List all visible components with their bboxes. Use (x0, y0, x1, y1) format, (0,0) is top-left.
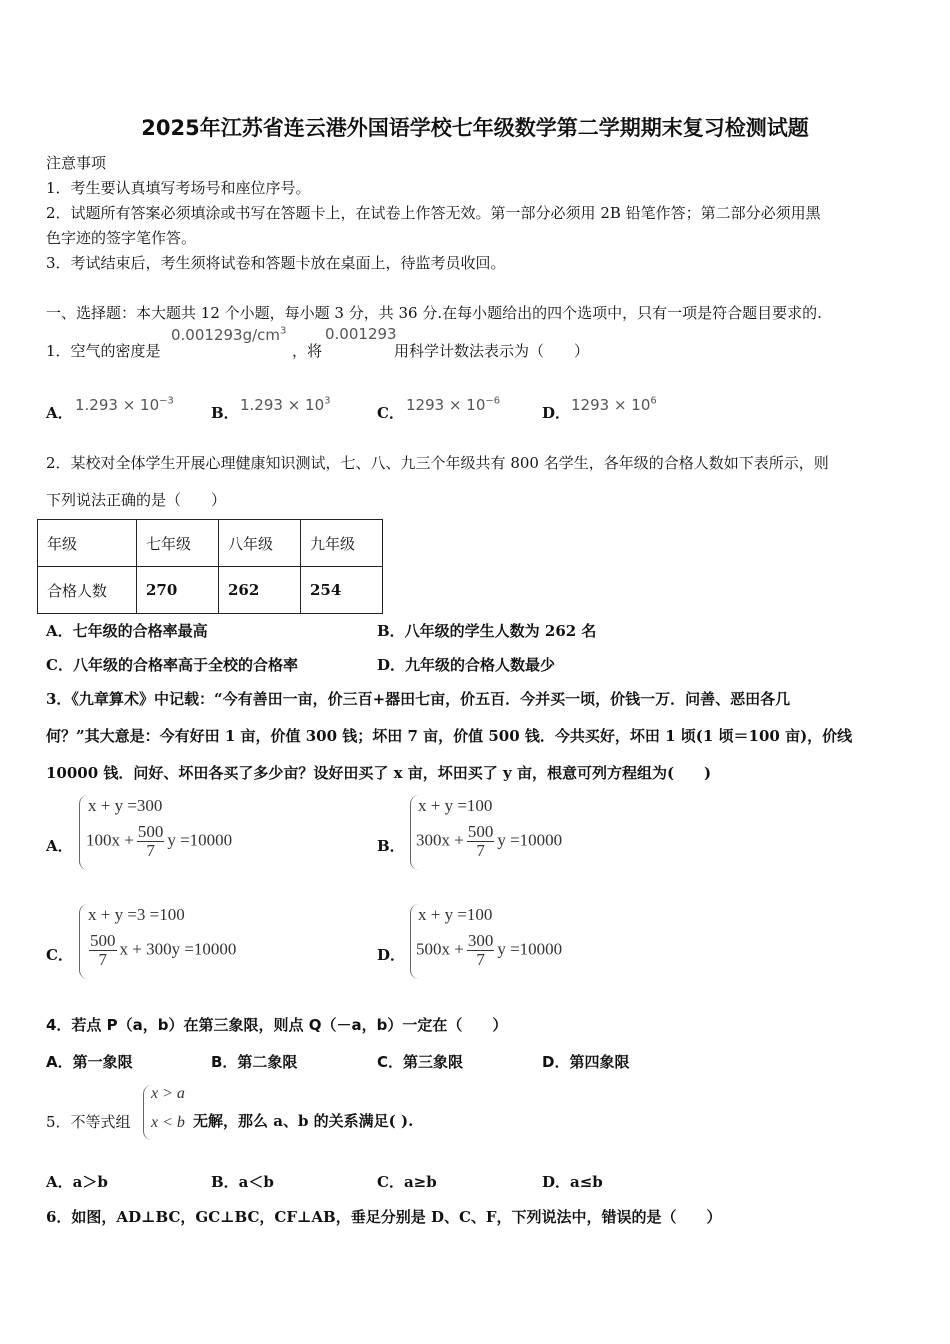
q3-option-d-eq2[interactable]: 500x + $\frac{300}{7}$ y =10000 (416, 931, 563, 969)
table-cell: 合格人数 (38, 567, 137, 614)
q3-option-a-label: A． (46, 837, 73, 855)
q3-option-b-eq1[interactable]: x + y =100 (418, 796, 493, 815)
q1-option-c[interactable]: $1293 \times 10^{-6}$ (406, 395, 501, 414)
q2-stem-line1: 2．某校对全体学生开展心理健康知识测试，七、八、九三个年级共有 800 名学生，各年级的合格人数如下表所示，则 (46, 454, 829, 472)
table-row (38, 567, 383, 614)
q5-stem-end: 无解，那么 a、b 的关系满足( ). (193, 1112, 414, 1130)
section-heading: 一、选择题：本大题共 12 个小题，每小题 3 分，共 36 分.在每小题给出的四个选项中，只有一项是符合题目要求的. (46, 304, 822, 322)
q3-stem-line2: 何？”其大意是：今有好田 1 亩，价值 300 钱；坏田 7 亩，价值 500 钱．今共买好，坏田 1 顷(1 顷＝100 亩)，价线 (46, 727, 853, 745)
notice-item: 2．试题所有答案必须填涂或书写在答题卡上，在试卷上作答无效。第一部分必须用 2B 铅笔作答；第二部分必须用黑 (46, 204, 821, 222)
table-header-row (38, 520, 383, 567)
grade-table (37, 519, 383, 614)
notice-item: 3．考试结束后，考生须将试卷和答题卡放在桌面上，待监考员收回。 (46, 254, 506, 272)
q1-stem-mid: ，将 (292, 342, 323, 360)
table-cell: 七年级 (137, 520, 219, 567)
q1-stem-start: 1．空气的密度是 (46, 342, 161, 360)
q1-value: 0.001293 (325, 325, 397, 343)
q2-stem-line2: 下列说法正确的是（ ） (46, 491, 227, 509)
q2-option-b[interactable]: B．八年级的学生人数为 262 名 (377, 622, 597, 640)
q1-option-d-label: D． (542, 404, 571, 422)
q1-option-b-label: B． (211, 404, 239, 422)
notice-heading: 注意事项 (46, 154, 107, 172)
page-title: 2025年江苏省连云港外国语学校七年级数学第二学期期末复习检测试题 (141, 116, 809, 140)
q5-inequality-2: x < b (151, 1114, 185, 1131)
q5-option-b[interactable]: B．a＜b (211, 1173, 274, 1191)
q3-option-c-label: C． (46, 946, 73, 964)
q3-stem-line3: 10000 钱．问好、坏田各买了多少亩？设好田买了 x 亩，坏田买了 y 亩，根意可列方程组为( ) (46, 764, 712, 782)
q5-option-d[interactable]: D．a≤b (542, 1173, 603, 1191)
q3-option-d-label: D． (377, 946, 406, 964)
q5-inequality-1: x > a (151, 1085, 185, 1102)
q3-option-a-eq2[interactable]: 100x + $\frac{500}{7}$ y =10000 (86, 822, 233, 860)
q2-option-d[interactable]: D．九年级的合格人数最少 (377, 656, 556, 674)
table-cell: 九年级 (301, 520, 383, 567)
q3-option-d-eq1[interactable]: x + y =100 (418, 905, 493, 924)
notice-item: 色字迹的签字笔作答。 (46, 229, 197, 247)
q3-option-c-eq2[interactable]: $\frac{500}{7}$ x + 300y =10000 (90, 931, 237, 969)
q5-option-a[interactable]: A．a＞b (46, 1173, 108, 1191)
q1-density-formula: $0.001293g/cm^3$ (171, 325, 287, 344)
q3-option-b-eq2[interactable]: 300x + $\frac{500}{7}$ y =10000 (416, 822, 563, 860)
q1-option-a-label: A． (46, 404, 73, 422)
q4-stem: 4．若点 P（a，b）在第三象限，则点 Q（－a，b）一定在（ ） (46, 1016, 508, 1034)
q4-option-b[interactable]: B．第二象限 (211, 1053, 298, 1071)
q2-option-c[interactable]: C．八年级的合格率高于全校的合格率 (46, 656, 298, 674)
q1-option-a[interactable]: $1.293 \times 10^{-3}$ (75, 395, 174, 414)
notice-item: 1．考生要认真填写考场号和座位序号。 (46, 179, 311, 197)
q5-stem-start: 5．不等式组 (46, 1113, 131, 1131)
q3-option-a-eq1[interactable]: x + y =300 (88, 796, 163, 815)
q2-option-a[interactable]: A．七年级的合格率最高 (46, 622, 208, 640)
q4-option-d[interactable]: D．第四象限 (542, 1053, 630, 1071)
q6-stem: 6．如图，AD⊥BC，GC⊥BC，CF⊥AB，垂足分别是 D、C、F，下列说法中，错误的是（ ） (46, 1208, 722, 1226)
q1-option-d[interactable]: $1293 \times 10^6$ (571, 395, 657, 414)
q3-option-b-label: B． (377, 837, 405, 855)
table-cell: 八年级 (219, 520, 301, 567)
q1-option-c-label: C． (377, 404, 404, 422)
q3-option-c-eq1[interactable]: x + y =3 =100 (88, 905, 185, 924)
q1-stem-end: 用科学计数法表示为（ ） (394, 342, 590, 360)
q3-stem-line1: 3．《九章算术》中记载：“今有善田一亩，价三百+器田七亩，价五百．今并买一顷，价钱一万．问善、恶田各几 (46, 690, 791, 708)
table-cell: 年级 (38, 520, 137, 567)
table-cell: 270 (137, 567, 219, 614)
q5-option-c[interactable]: C．a≥b (377, 1173, 437, 1191)
q4-option-a[interactable]: A．第一象限 (46, 1053, 133, 1071)
q1-option-b[interactable]: $1.293 \times 10^3$ (240, 395, 331, 414)
table-cell: 262 (219, 567, 301, 614)
table-cell: 254 (301, 567, 383, 614)
q4-option-c[interactable]: C．第三象限 (377, 1053, 464, 1071)
